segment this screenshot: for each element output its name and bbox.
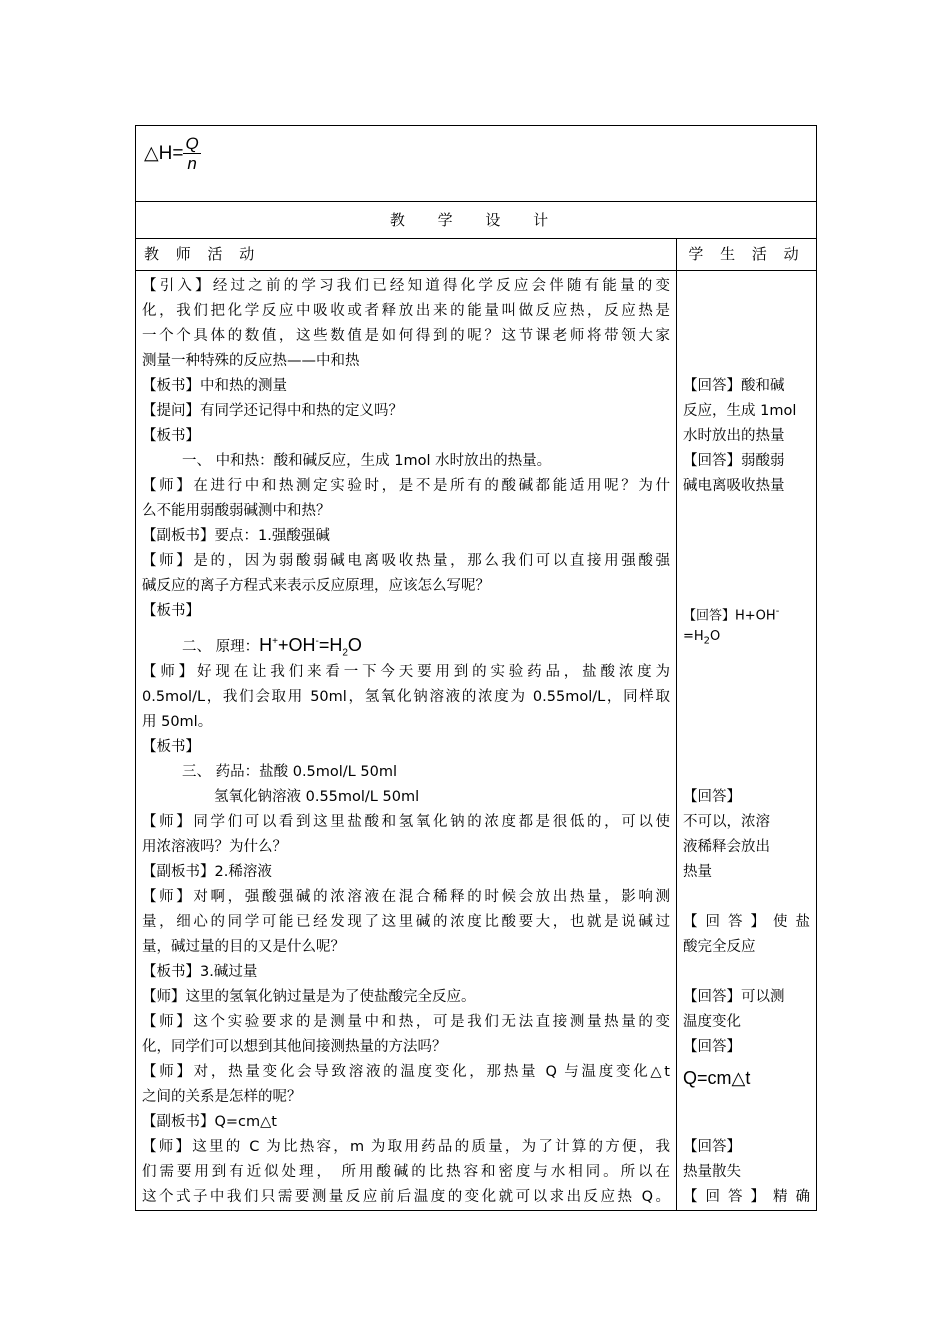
student-activity-text xyxy=(677,271,816,1210)
student-answer-formula: Q=cm△t xyxy=(683,1068,751,1088)
lesson-plan-table xyxy=(135,125,817,1211)
teacher-line: 【师】这里的氢氧化钠过量是为了使盐酸完全反应。 xyxy=(142,989,476,1005)
teacher-line: 化，同学们可以想到其他间接测热量的方法吗？ xyxy=(142,1039,447,1055)
teacher-line: 么不能用弱酸弱碱测中和热？ xyxy=(142,503,331,519)
student-activity-header: 学 生 活 动 xyxy=(677,239,817,271)
student-line: 水时放出的热量 xyxy=(683,428,785,444)
teacher-line: 【副板书】Q=cm△t xyxy=(142,1114,277,1130)
student-line: 热量散失 xyxy=(683,1164,741,1180)
teacher-line: 一、 中和热：酸和碱反应，生成 1mol 水时放出的热量。 xyxy=(182,453,552,469)
student-line: 【回答】使盐 xyxy=(683,914,811,930)
formula-cell xyxy=(136,126,817,202)
formula-denominator: n xyxy=(187,154,197,173)
teacher-line: 三、 药品：盐酸 0.5mol/L 50ml xyxy=(182,764,397,780)
formula-fraction xyxy=(183,134,200,173)
teacher-line: 【师】这里的 C 为比热容，m 为取用药品的质量，为了计算的方便，我 xyxy=(142,1139,670,1155)
ionic-equation: $H^++OH^-=H_2O$ xyxy=(259,635,362,659)
student-line: 【回答】 xyxy=(683,1139,741,1155)
enthalpy-formula xyxy=(136,126,816,173)
student-answer-equation: 【回答】H+OH- xyxy=(683,606,780,624)
student-line: 碱电离吸收热量 xyxy=(683,478,785,494)
student-line: 【回答】精确 xyxy=(683,1189,811,1205)
teacher-activity-cell xyxy=(136,271,677,1211)
teacher-line: 【师】对啊，强酸强碱的浓溶液在混合稀释的时候会放出热量，影响测 xyxy=(142,889,670,905)
teacher-line: 0.5mol/L，我们会取用 50ml，氢氧化钠溶液的浓度为 0.55mol/L，同样取 xyxy=(142,689,670,705)
teacher-line: 【师】在进行中和热测定实验时，是不是所有的酸碱都能适用呢？为什 xyxy=(142,478,670,494)
student-line: 反应，生成 1mol xyxy=(683,403,797,419)
student-spacer xyxy=(683,649,810,785)
student-spacer xyxy=(683,960,810,985)
teacher-line: 【师】好现在让我们来看一下今天要用到的实验药品，盐酸浓度为 xyxy=(142,664,670,680)
student-spacer xyxy=(683,1096,810,1135)
teacher-line: 这个式子中我们只需要测量反应前后温度的变化就可以求出反应热 Q。 xyxy=(142,1189,670,1205)
student-spacer xyxy=(683,499,810,599)
teacher-line: 【提问】有同学还记得中和热的定义吗？ xyxy=(142,403,403,419)
principle-line xyxy=(142,624,670,660)
teacher-line: 量，细心的同学可能已经发现了这里碱的浓度比酸要大，也就是说碱过 xyxy=(142,914,670,930)
student-line: 【回答】酸和碱 xyxy=(683,378,785,394)
teacher-line: 【板书】3.碱过量 xyxy=(142,964,258,980)
teacher-line: 【板书】 xyxy=(142,739,200,755)
formula-numerator: Q xyxy=(185,134,199,153)
student-activity-cell xyxy=(677,271,817,1211)
teacher-line: 们需要用到有近似处理， 所用酸碱的比热容和密度与水相同。所以在 xyxy=(142,1164,670,1180)
teacher-line: 【师】同学们可以看到这里盐酸和氢氧化钠的浓度都是很低的，可以使 xyxy=(142,814,670,830)
teacher-line: 【副板书】要点：1.强酸强碱 xyxy=(142,528,330,544)
teacher-line: 测量一种特殊的反应热——中和热 xyxy=(142,353,360,369)
teacher-line: 一个个具体的数值，这些数值是如何得到的呢？这节课老师将带领大家 xyxy=(142,328,670,344)
teacher-line: 【师】是的，因为弱酸弱碱电离吸收热量，那么我们可以直接用强酸强 xyxy=(142,553,670,569)
student-answer-equation-cont: $=H_2O$ xyxy=(683,629,721,647)
teacher-line: 【板书】中和热的测量 xyxy=(142,378,287,394)
design-title: 教 学 设 计 xyxy=(136,202,817,239)
student-line: 【回答】 xyxy=(683,789,741,805)
formula-lhs: △H= xyxy=(144,143,184,164)
teacher-line: 【引入】经过之前的学习我们已经知道得化学反应会伴随有能量的变 xyxy=(142,278,670,294)
teacher-line: 【师】这个实验要求的是测量中和热，可是我们无法直接测量热量的变 xyxy=(142,1014,670,1030)
student-line: 【回答】 xyxy=(683,1039,741,1055)
teacher-activity-text xyxy=(136,271,676,1210)
student-line: 【回答】可以测 xyxy=(683,989,785,1005)
teacher-activity-header: 教 师 活 动 xyxy=(136,239,677,271)
student-spacer xyxy=(683,885,810,910)
student-line: 酸完全反应 xyxy=(683,939,756,955)
teacher-line: 【板书】 xyxy=(142,428,200,444)
student-line: 液稀释会放出 xyxy=(683,839,770,855)
teacher-line: 氢氧化钠溶液 0.55mol/L 50ml xyxy=(214,789,420,805)
teacher-line: 量，碱过量的目的又是什么呢？ xyxy=(142,939,345,955)
student-line: 【回答】弱酸弱 xyxy=(683,453,785,469)
teacher-line: 化，我们把化学反应中吸收或者释放出来的能量叫做反应热，反应热是 xyxy=(142,303,670,319)
teacher-line: 【板书】 xyxy=(142,603,200,619)
student-line: 热量 xyxy=(683,864,712,880)
teacher-line: 碱反应的离子方程式来表示反应原理，应该怎么写呢？ xyxy=(142,578,490,594)
teacher-line: 【师】对，热量变化会导致溶液的温度变化，那热量 Q 与温度变化△t xyxy=(142,1064,670,1080)
student-spacer xyxy=(683,274,810,374)
teacher-line: 【副板书】2.稀溶液 xyxy=(142,864,272,880)
principle-label: 二、 原理： xyxy=(182,639,260,655)
teacher-line: 用浓溶液吗？为什么？ xyxy=(142,839,287,855)
teacher-line: 用 50ml。 xyxy=(142,714,213,730)
teacher-line: 之间的关系是怎样的呢？ xyxy=(142,1089,302,1105)
student-line: 不可以，浓溶 xyxy=(683,814,770,830)
student-line: 温度变化 xyxy=(683,1014,741,1030)
